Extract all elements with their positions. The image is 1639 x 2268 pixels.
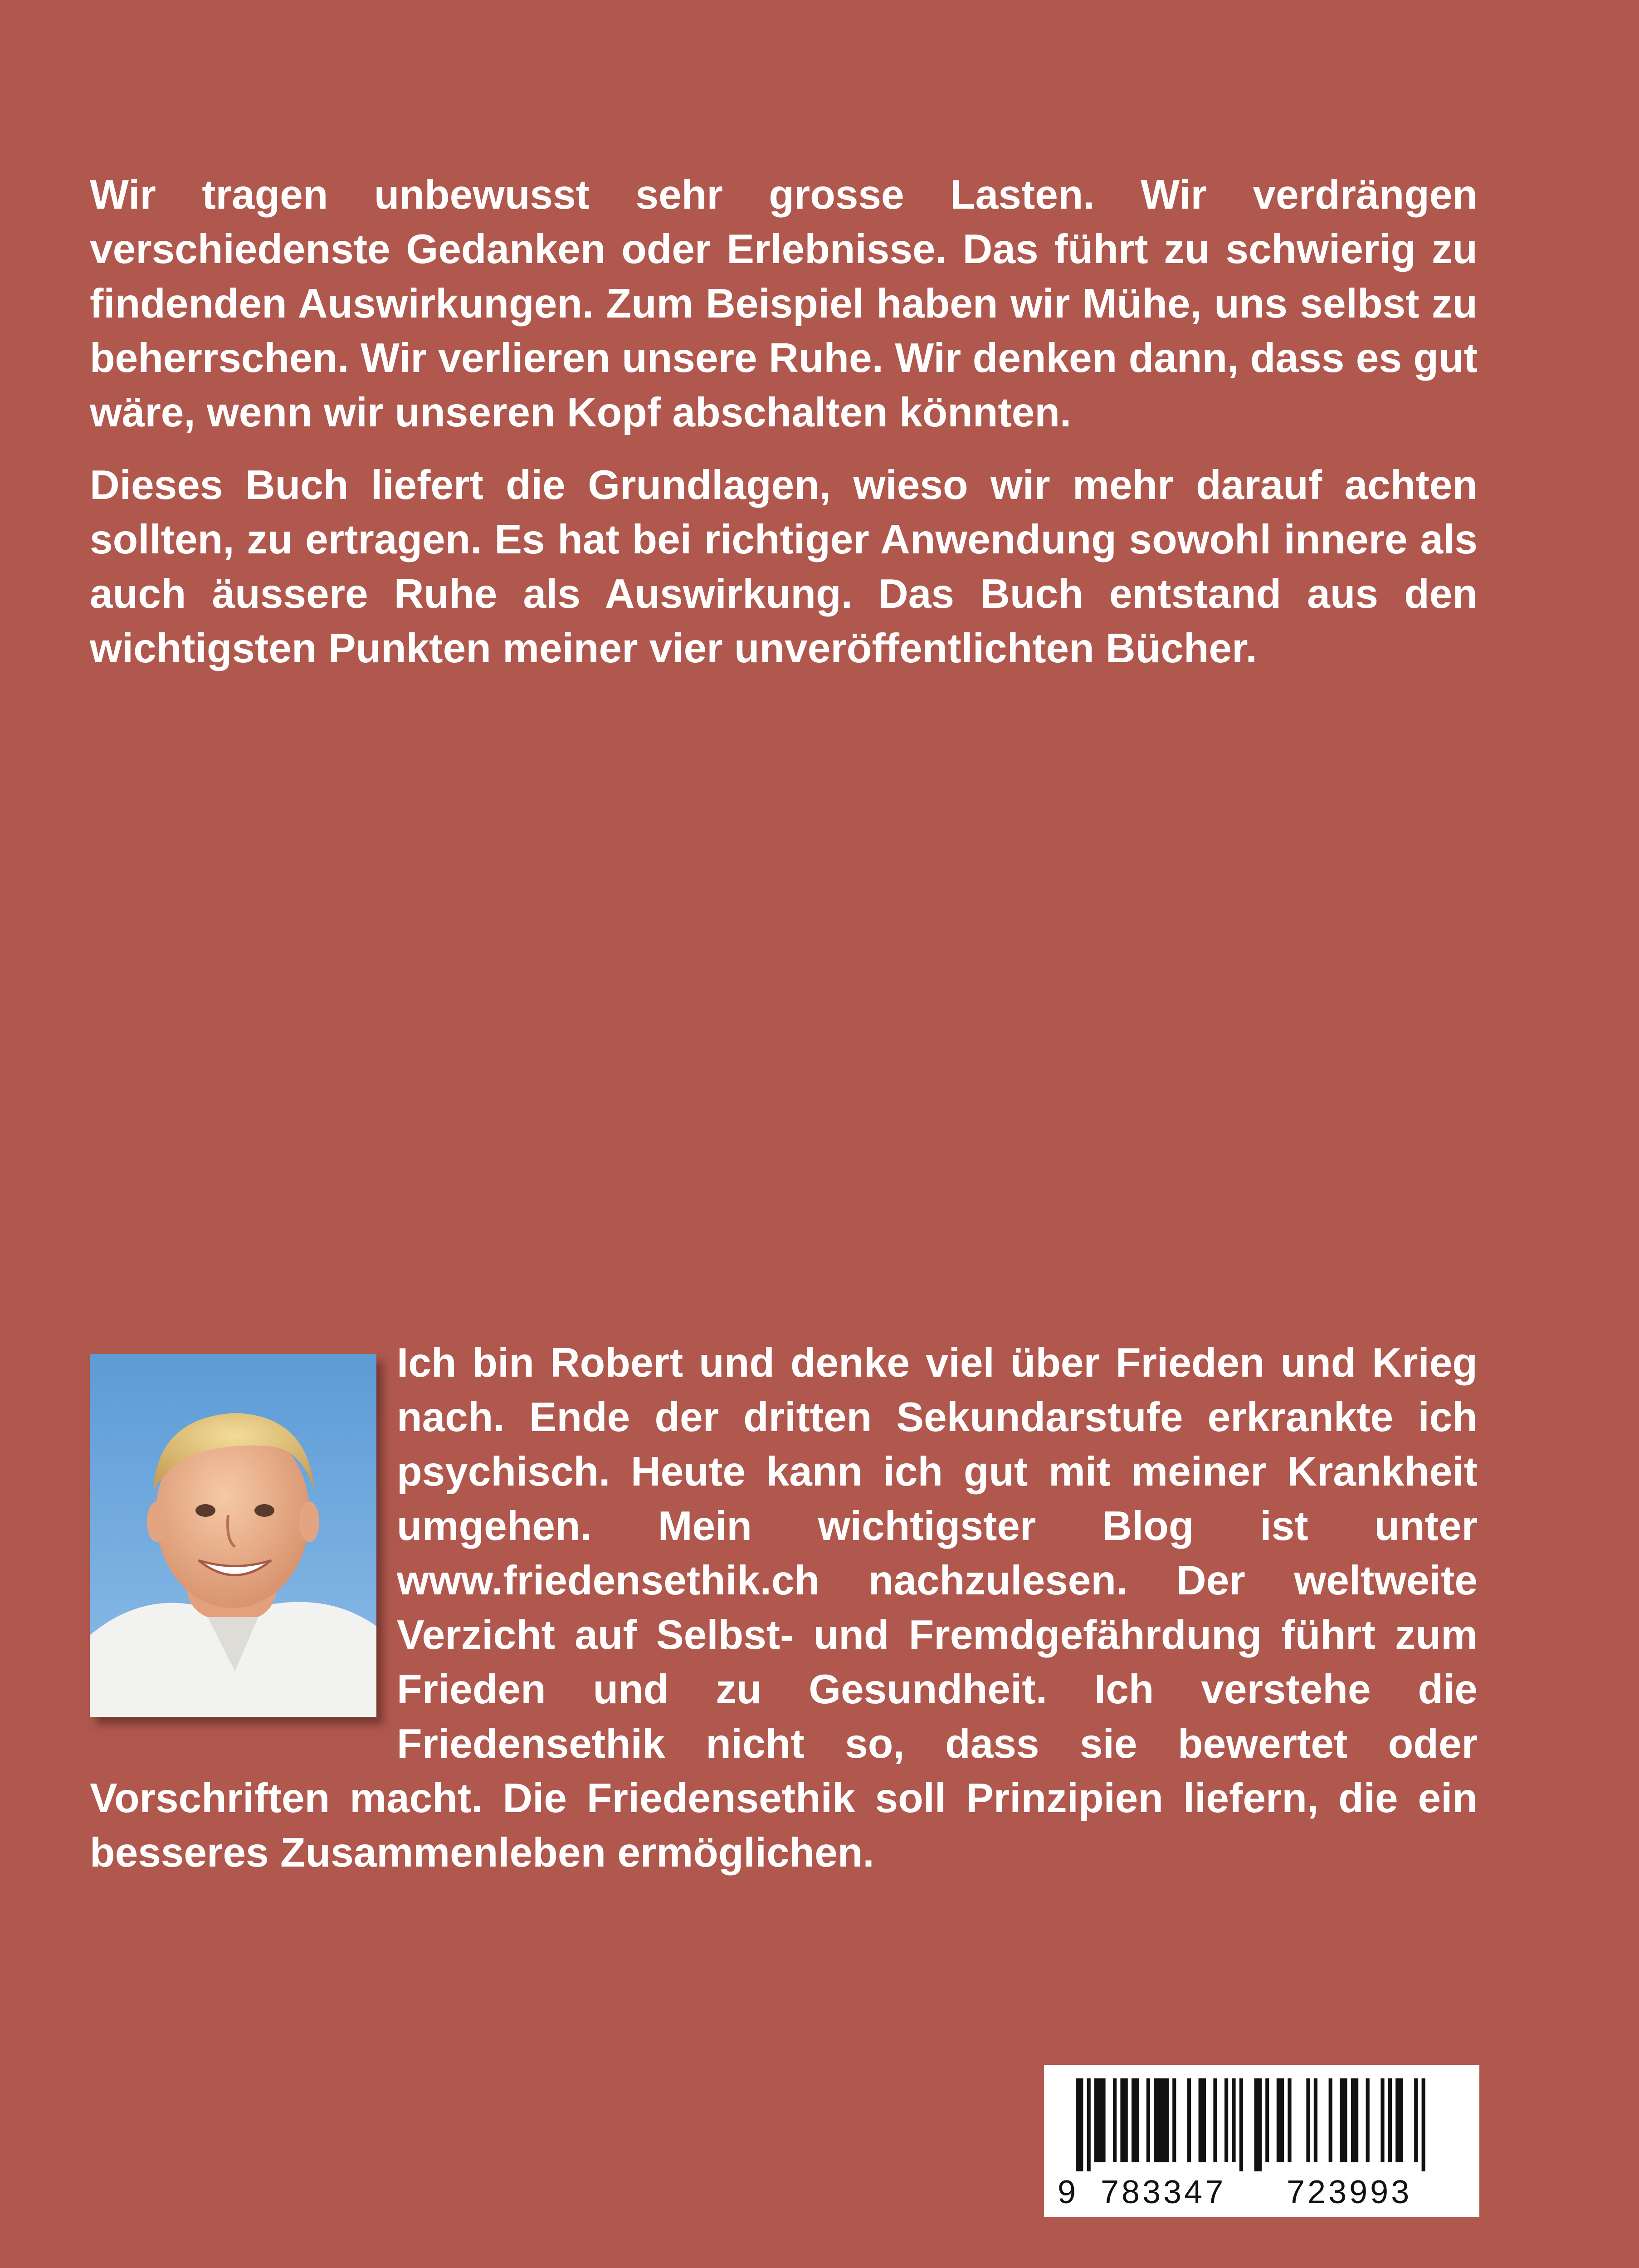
barcode-bar — [1414, 2078, 1418, 2162]
barcode-digits-left: 783347 — [1101, 2174, 1226, 2210]
barcode-bar — [1388, 2078, 1392, 2162]
barcode-digit-first: 9 — [1058, 2174, 1076, 2210]
barcode-bar — [1395, 2078, 1403, 2162]
barcode-digits — [1058, 2174, 1466, 2210]
barcode-bar — [1288, 2078, 1291, 2162]
blurb-text — [90, 168, 1478, 694]
blurb-paragraph-1: Wir tragen unbewusst sehr grosse Lasten. Wir verdrängen verschiedenste Gedanken oder Erlebnisse. Das führt zu schwierig zu findenden Auswirkungen. Zum Beispiel haben wir Mühe, uns selbst zu beherrschen. Wir verlieren unsere Ruhe. Wir denken dann, dass es gut wäre, wenn wir unseren Kopf abschalten könnten. — [90, 172, 1478, 435]
barcode-bar — [1254, 2078, 1262, 2171]
barcode-bar — [1239, 2078, 1243, 2171]
barcode-bar — [1224, 2078, 1228, 2162]
barcode-bar — [1132, 2078, 1139, 2162]
barcode-bar — [1306, 2078, 1310, 2162]
barcode-bar — [1380, 2078, 1384, 2162]
barcode-bar — [1329, 2078, 1332, 2162]
barcode-bar — [1113, 2078, 1117, 2162]
barcode-bar — [1120, 2078, 1127, 2162]
author-portrait-image — [90, 1354, 376, 1717]
barcode-bar — [1094, 2078, 1106, 2162]
author-bio: Ich bin Robert und denke viel über Frieden und Krieg nach. Ende der dritten Sekundarstufe erkrankte ich psychisch. Heute kann ich gut mit meiner Krankheit umgehen. Mein wichtigster Blog ist unter www.friedensethik.ch nachzulesen. Der weltweite Verzicht auf Selbst- und Fremdgefährdung führt zum Frieden und zu Gesundheit. Ich verstehe die Friedensethik nicht so, dass sie bewertet oder Vorschriften macht. Die Friedensethik soll Prinzipien liefern, die ein besseres Zusammenleben ermöglichen. — [90, 1340, 1478, 1876]
barcode-bar — [1187, 2078, 1191, 2162]
barcode-bar — [1232, 2078, 1235, 2162]
barcode-bar — [1277, 2078, 1284, 2162]
isbn-barcode — [1044, 2065, 1479, 2217]
barcode-bar — [1213, 2078, 1217, 2162]
barcode-digits-right: 723993 — [1287, 2174, 1412, 2210]
barcode-bar — [1366, 2078, 1370, 2162]
barcode-bar — [1154, 2078, 1169, 2162]
blurb-paragraph-2: Dieses Buch liefert die Grundlagen, wieso wir mehr darauf achten sollten, zu ertragen. Es hat bei richtiger Anwendung sowohl innere als auch äussere Ruhe als Auswirkung. Das Buch entstand aus den wichtigsten Punkten meiner vier unveröffentlichten Bücher. — [90, 462, 1478, 671]
barcode-bar — [1199, 2078, 1206, 2162]
barcode-bar — [1087, 2078, 1091, 2171]
author-section — [90, 1336, 1478, 1880]
barcode-bar — [1172, 2078, 1176, 2162]
barcode-bar — [1265, 2078, 1269, 2162]
barcode-bar — [1351, 2078, 1358, 2162]
barcode-bar — [1146, 2078, 1150, 2162]
barcode-bar — [1422, 2078, 1425, 2171]
barcode-bar — [1314, 2078, 1317, 2162]
barcode-bar — [1076, 2078, 1083, 2171]
barcode-bar — [1340, 2078, 1347, 2162]
author-photo — [90, 1354, 376, 1717]
barcode-bars — [1076, 2078, 1448, 2171]
